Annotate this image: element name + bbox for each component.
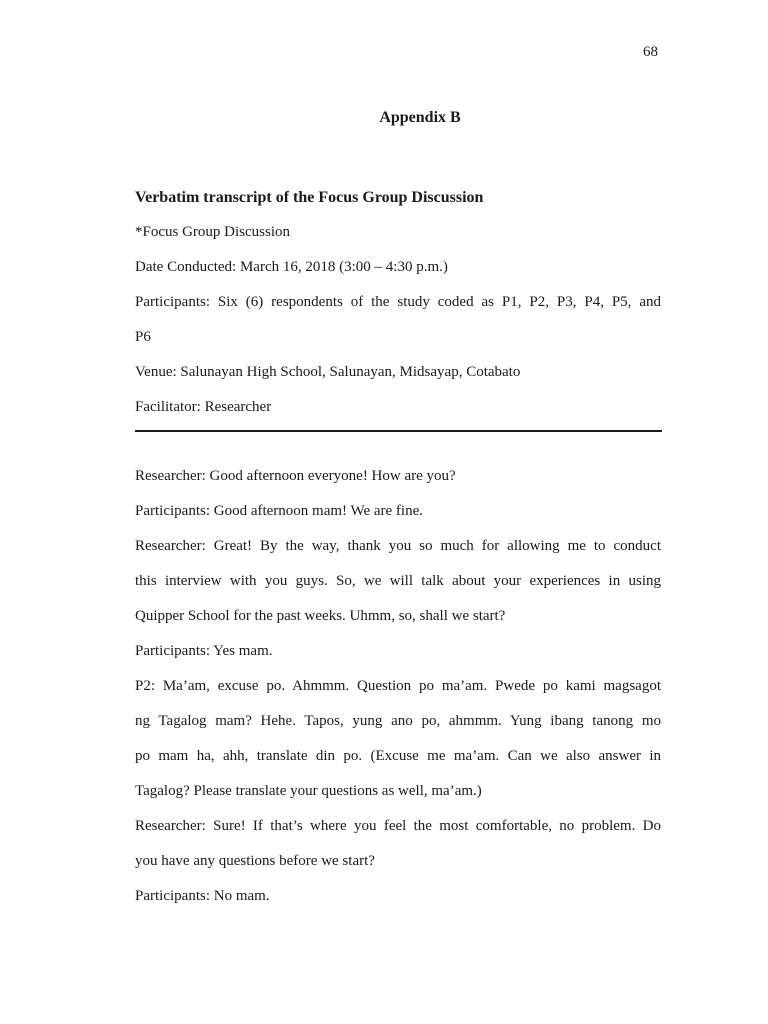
- header-line-type: *Focus Group Discussion: [135, 224, 291, 240]
- transcript-line: Participants: Yes mam.: [135, 643, 273, 659]
- header-line-participants: Participants: Six (6) respondents of the study coded as P1, P2, P3, P4, P5, and: [135, 294, 661, 310]
- transcript-line: Researcher: Good afternoon everyone! How are you?: [135, 468, 456, 484]
- transcript-block: [135, 459, 661, 914]
- transcript-line: po mam ha, ahh, translate din po. (Excuse me ma’am. Can we also answer in: [135, 748, 661, 764]
- page-number: 68: [643, 44, 658, 60]
- transcript-line: Researcher: Sure! If that’s where you feel the most comfortable, no problem. Do: [135, 818, 661, 834]
- transcript-line: Participants: Good afternoon mam! We are fine.: [135, 503, 424, 519]
- transcript-line: Tagalog? Please translate your questions as well, ma’am.): [135, 783, 482, 799]
- transcript-line: Participants: No mam.: [135, 888, 270, 904]
- transcript-line: Researcher: Great! By the way, thank you so much for allowing me to conduct: [135, 538, 661, 554]
- transcript-line: ng Tagalog mam? Hehe. Tapos, yung ano po, ahmmm. Yung ibang tanong mo: [135, 713, 661, 729]
- header-line-date: Date Conducted: March 16, 2018 (3:00 – 4:30 p.m.): [135, 259, 448, 275]
- transcript-line: Quipper School for the past weeks. Uhmm, so, shall we start?: [135, 608, 506, 624]
- transcript-line: this interview with you guys. So, we will talk about your experiences in using: [135, 573, 661, 589]
- header-line-facilitator: Facilitator: Researcher: [135, 399, 272, 415]
- horizontal-rule: [135, 430, 662, 432]
- transcript-line: you have any questions before we start?: [135, 853, 375, 869]
- header-block: [135, 180, 661, 425]
- section-heading: Verbatim transcript of the Focus Group Discussion: [135, 189, 484, 206]
- header-line-venue: Venue: Salunayan High School, Salunayan, Midsayap, Cotabato: [135, 364, 521, 380]
- transcript-line: P2: Ma’am, excuse po. Ahmmm. Question po ma’am. Pwede po kami magsagot: [135, 678, 661, 694]
- header-line-participants-cont: P6: [135, 329, 151, 345]
- appendix-title: Appendix B: [379, 109, 461, 126]
